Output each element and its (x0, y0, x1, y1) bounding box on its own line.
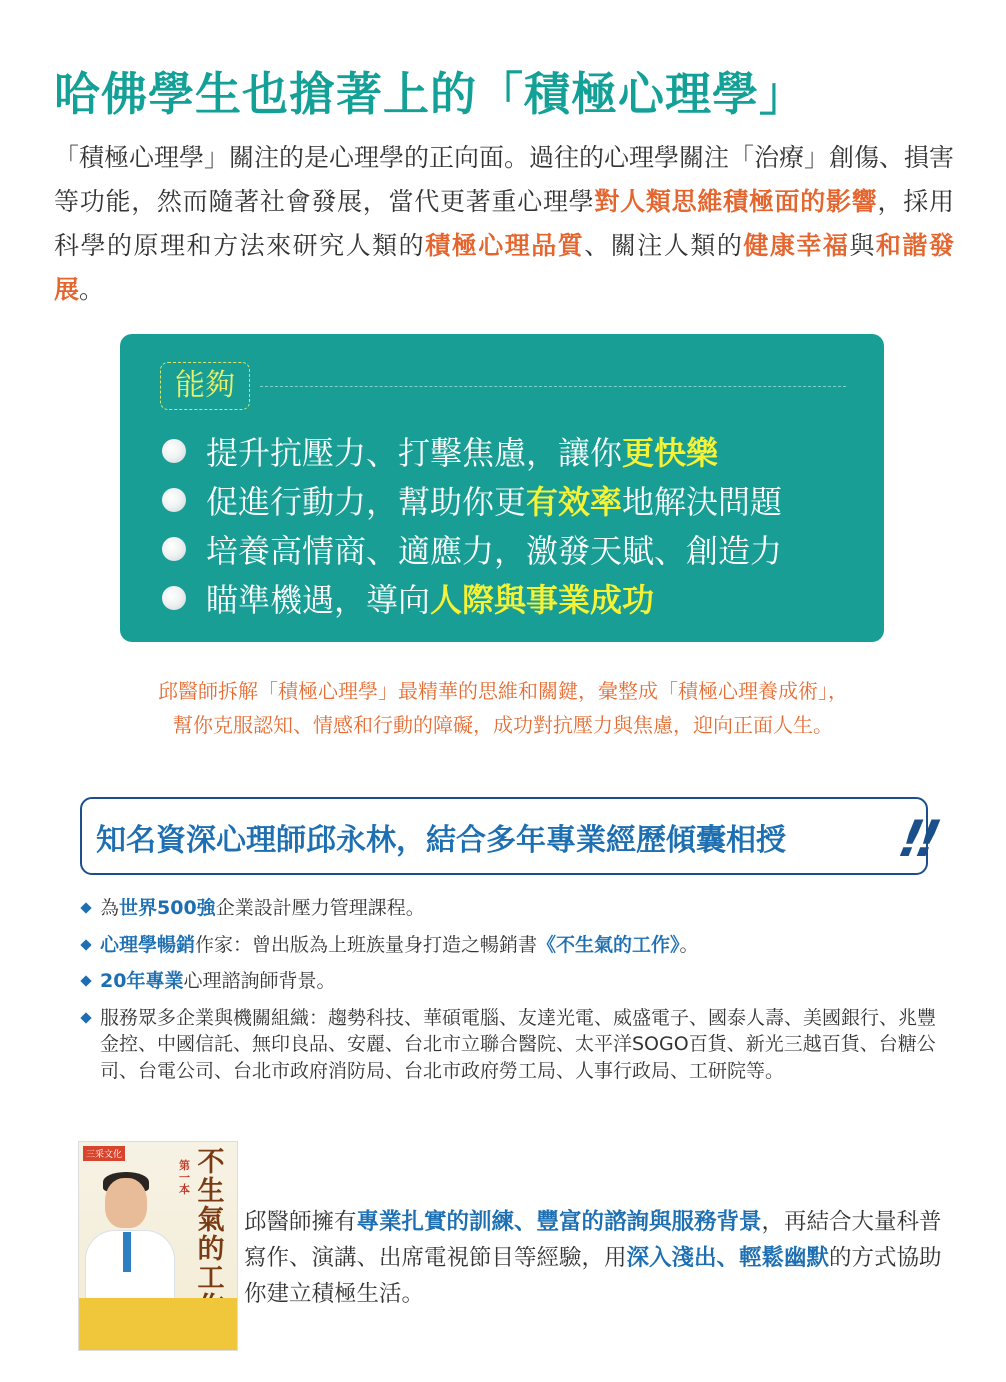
benefit-item: 瞄準機遇，導向 人際與事業成功 (162, 573, 782, 622)
book-cover-image (78, 1141, 238, 1351)
highlight-text: 和諧發展 (54, 231, 954, 304)
diamond-bullet-icon (80, 975, 91, 986)
bullet-icon (162, 537, 186, 561)
publisher-label: 三采文化 (83, 1146, 125, 1161)
highlight-text: 對人類思維積極面的影響 (594, 187, 878, 216)
highlight-text: 專業扎實的訓練、豐富的諮詢與服務背景 (356, 1209, 762, 1235)
page-title: 哈佛學生也搶著上的「積極心理學」 (54, 67, 806, 121)
book-title: 不生氣的工 (197, 1147, 225, 1294)
intro-paragraph: 「積極心理學」關注的是心理學的正向面。過往的心理學關注「治療」創傷、損害等功能，然而隨著社會發展，當代更著重心理學對人類思維積極面的影響，採用科學的原理和方法來研究人類的積極心理品質、關注人類的健康幸福與和諧發展。 (54, 143, 955, 304)
highlight-text: 健康幸福 (743, 231, 850, 260)
benefit-item: 培養高情商、適應力，激發天賦、創造力 (162, 524, 782, 573)
benefits-list (162, 426, 782, 622)
bullet-icon (162, 488, 186, 512)
benefit-item: 提升抗壓力、打擊焦慮，讓你 更快樂 (162, 426, 782, 475)
banner-text: 知名資深心理師邱永林，結合多年專業經歷傾囊相授 (96, 823, 786, 858)
benefit-item: 促進行動力，幫助你更 有效率 地解決問題 (162, 475, 782, 524)
highlight-text: 深入淺出、輕鬆幽默 (626, 1245, 830, 1271)
credential-item: 心理學暢銷作家：曾出版為上班族量身打造之暢銷書《不生氣的工作》。 (82, 932, 952, 959)
diamond-bullet-icon (80, 939, 91, 950)
author-photo-head (105, 1178, 147, 1228)
credential-item: 服務眾多企業與機關組織：趨勢科技、華碩電腦、友達光電、威盛電子、國泰人壽、美國銀行、兆豐金控、中國信託、無印良品、安麗、台北市立聯合醫院、太平洋SOGO百貨、新光三越百貨、台糖公司、台電公司、台北市政府消防局、台北市政府勞工局、人事行政局、工研院等。 (82, 1005, 952, 1085)
bullet-icon (162, 439, 186, 463)
author-photo-tie (123, 1232, 131, 1272)
exclamation-icon: !! (893, 810, 940, 868)
closing-paragraph: 邱醫師擁有專業扎實的訓練、豐富的諮詢與服務背景，再結合大量科普寫作、演講、出席電視節目等經驗，用深入淺出、輕鬆幽默的方式協助你建立積極生活。 (244, 1209, 942, 1307)
book-cover-footer (79, 1298, 237, 1350)
diamond-bullet-icon (80, 1012, 91, 1023)
book-subtitle: 第一本 (179, 1159, 190, 1196)
credential-item: 20年專業心理諮詢師背景。 (82, 968, 952, 995)
bullet-icon (162, 586, 186, 610)
card-tag: 能夠 (160, 362, 250, 410)
summary-line-1: 邱醫師拆解「積極心理學」最精華的思維和關鍵，彙整成「積極心理養成術」， (158, 679, 848, 703)
highlight-text: 積極心理品質 (425, 231, 585, 260)
diamond-bullet-icon (80, 902, 91, 913)
credentials-list (82, 895, 952, 1094)
summary-line-2: 幫你克服認知、情感和行動的障礙，成功對抗壓力與焦慮，迎向正面人生。 (173, 713, 833, 737)
dashed-divider (260, 386, 846, 387)
benefits-card (120, 334, 884, 642)
author-banner (80, 797, 928, 875)
credential-item: 為世界500強企業設計壓力管理課程。 (82, 895, 952, 922)
